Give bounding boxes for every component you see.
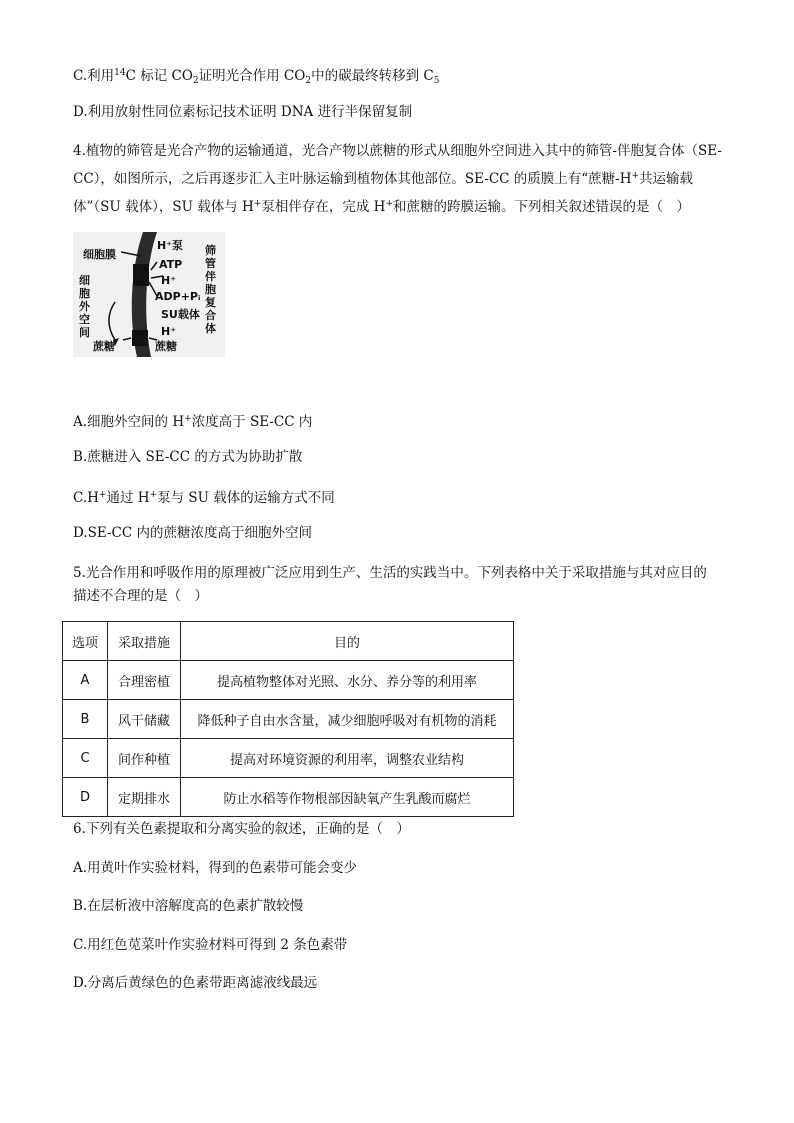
- q6-option-a: A.用黄叶作实验材料，得到的色素带可能会变少: [73, 860, 358, 876]
- su-carrier-label: SU载体: [161, 308, 200, 321]
- transport-diagram: [73, 232, 225, 357]
- q4-option-a: A.细胞外空间的 H+浓度高于 SE-CC 内: [73, 414, 313, 430]
- su-carrier-protein: [132, 330, 148, 346]
- q4-option-c: C.H+通过 H+泵与 SU 载体的运输方式不同: [73, 490, 335, 506]
- header-option: 选项: [63, 622, 108, 661]
- q3-option-c: C.利用$^{14}$C 标记 $CO_2$证明光合作用 $CO_2$中的碳最终转移到 $C_5$: [73, 68, 440, 86]
- header-purpose: 目的: [181, 622, 514, 661]
- header-measure: 采取措施: [108, 622, 181, 661]
- inside-char-6: 合: [205, 309, 216, 322]
- q4-stem: 4.植物的筛管是光合产物的运输通道，光合产物以蔗糖的形式从细胞外空间进入其中的筛管-伴胞复合体（SE-CC），如图所示，之后再逐步汇入主叶脉运输到植物体其他部位。SE-CC 的质膜上有“蔗糖-H+共运输载体”（SU 载体），SU 载体与 H+泵相伴存在，完成 H+和蔗糖的跨膜运输。下列相关叙述错误的是（ ）: [73, 143, 722, 215]
- outside-char-2: 胞: [79, 287, 90, 300]
- sucrose-outside-label: 蔗糖: [93, 340, 115, 353]
- table-row: [63, 700, 514, 739]
- row-option: A: [63, 661, 108, 700]
- h-ion-label: H⁺: [161, 274, 177, 287]
- q4-option-b: B.蔗糖进入 SE-CC 的方式为协助扩散: [73, 449, 303, 465]
- membrane-label: 细胞膜: [83, 248, 116, 261]
- row-purpose: 降低种子自由水含量，减少细胞呼吸对有机物的消耗: [181, 700, 514, 739]
- h-pump-protein: [133, 264, 149, 286]
- table-row: [63, 778, 514, 817]
- row-measure: 定期排水: [108, 778, 181, 817]
- q6-option-d: D.分离后黄绿色的色素带距离滤液线最远: [73, 975, 318, 991]
- table-row: [63, 739, 514, 778]
- sucrose-inside-label: 蔗糖: [155, 340, 177, 353]
- outside-char-5: 间: [79, 326, 90, 339]
- row-measure: 风干储藏: [108, 700, 181, 739]
- inside-char-5: 复: [205, 296, 216, 309]
- table-row: [63, 661, 514, 700]
- measures-table: [62, 621, 514, 817]
- outside-char-4: 空: [79, 313, 90, 326]
- q4-option-d: D.SE-CC 内的蔗糖浓度高于细胞外空间: [73, 525, 312, 541]
- h-ion-label-2: H⁺: [161, 325, 177, 338]
- outside-char-3: 外: [79, 300, 90, 313]
- table-header-row: [63, 622, 514, 661]
- q6-stem: 6.下列有关色素提取和分离实验的叙述，正确的是（ ）: [73, 821, 410, 837]
- h-pump-label: H⁺泵: [157, 239, 184, 252]
- row-measure: 间作种植: [108, 739, 181, 778]
- row-purpose: 提高植物整体对光照、水分、养分等的利用率: [181, 661, 514, 700]
- q3-option-d: D.利用放射性同位素标记技术证明 DNA 进行半保留复制: [73, 104, 413, 120]
- q6-option-c: C.用红色苋菜叶作实验材料可得到 2 条色素带: [73, 937, 348, 953]
- row-purpose: 提高对环境资源的利用率，调整农业结构: [181, 739, 514, 778]
- q5-stem-line2: 描述不合理的是（ ）: [73, 588, 208, 604]
- inside-char-7: 体: [205, 322, 216, 335]
- row-option: B: [63, 700, 108, 739]
- adp-label: ADP+Pᵢ: [155, 290, 201, 303]
- q5-stem-line1: 5.光合作用和呼吸作用的原理被广泛应用到生产、生活的实践当中。下列表格中关于采取措施与其对应目的: [73, 565, 707, 581]
- row-option: D: [63, 778, 108, 817]
- row-option: C: [63, 739, 108, 778]
- h-flow-arrow: [109, 302, 115, 340]
- inside-char-1: 筛: [205, 244, 216, 257]
- inside-char-4: 胞: [205, 283, 216, 296]
- row-measure: 合理密植: [108, 661, 181, 700]
- row-purpose: 防止水稻等作物根部因缺氧产生乳酸而腐烂: [181, 778, 514, 817]
- outside-char-1: 细: [79, 274, 90, 287]
- inside-char-3: 伴: [205, 270, 216, 283]
- inside-char-2: 管: [205, 257, 216, 270]
- atp-label: ATP: [159, 258, 183, 271]
- q6-option-b: B.在层析液中溶解度高的色素扩散较慢: [73, 898, 304, 914]
